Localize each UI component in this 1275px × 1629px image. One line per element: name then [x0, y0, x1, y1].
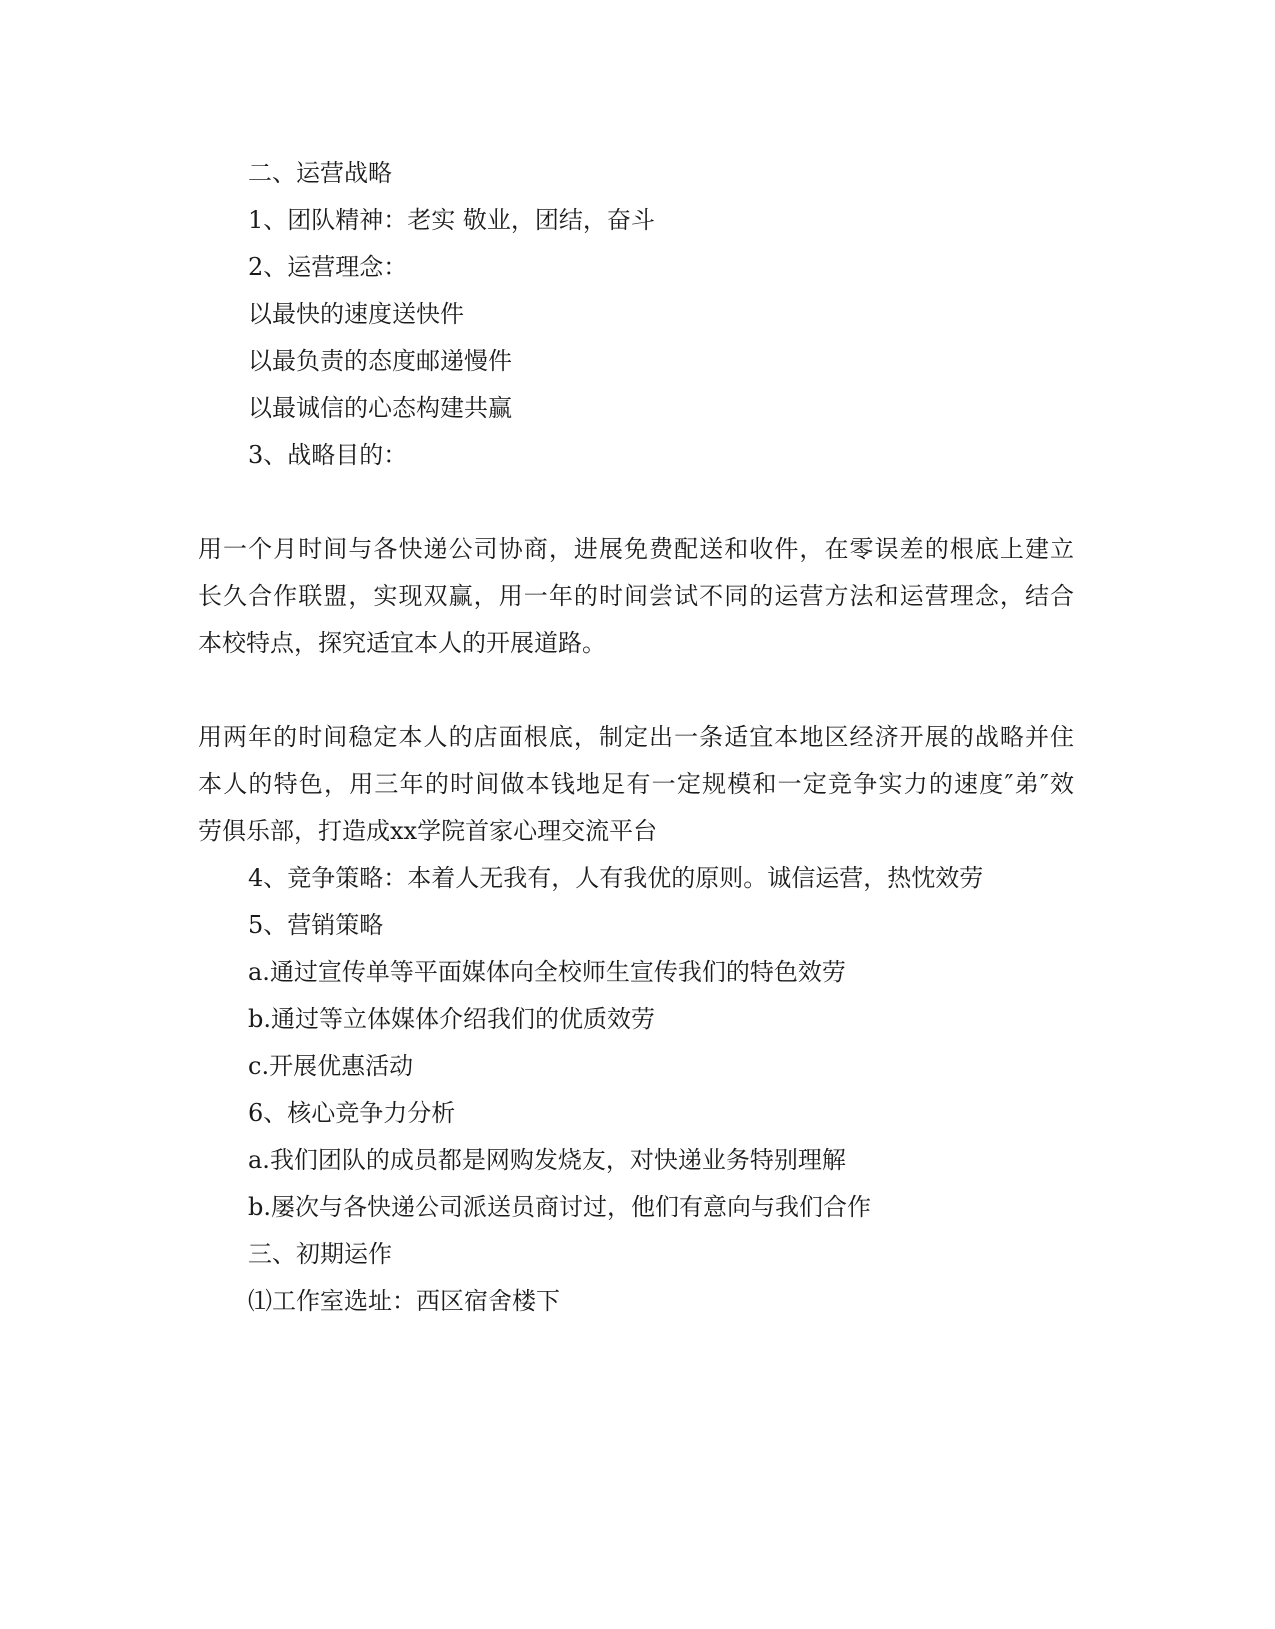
marketing-point-c: c.开展优惠活动 [248, 1052, 414, 1080]
paragraph-2-line-2: 本人的特色，用三年的时间做本钱地足有一定规模和一定竞争实力的速度″弟″效 [198, 770, 1074, 798]
paragraph-1-line-2: 长久合作联盟，实现双赢，用一年的时间尝试不同的运营方法和运营理念，结合 [198, 582, 1074, 610]
core-point-b: b.屡次与各快递公司派送员商讨过，他们有意向与我们合作 [248, 1193, 871, 1221]
paragraph-1-line-3: 本校特点，探究适宜本人的开展道路。 [198, 629, 606, 657]
concept-line-3: 以最诚信的心态构建共赢 [248, 394, 512, 422]
team-spirit-item: 1、团队精神：老实 敬业，团结，奋斗 [248, 206, 655, 234]
marketing-point-b: b.通过等立体媒体介绍我们的优质效劳 [248, 1005, 655, 1033]
section-heading-initial-operation: 三、初期运作 [248, 1240, 392, 1268]
competition-strategy-item: 4、竞争策略：本着人无我有，人有我优的原则。诚信运营，热忱效劳 [248, 864, 984, 892]
section-heading-operation-strategy: 二、运营战略 [248, 159, 392, 187]
core-competence-item: 6、核心竞争力分析 [248, 1099, 456, 1127]
core-point-a: a.我们团队的成员都是网购发烧友，对快递业务特别理解 [248, 1146, 846, 1174]
paragraph-2-line-3: 劳俱乐部，打造成xx学院首家心理交流平台 [198, 817, 658, 845]
concept-line-2: 以最负责的态度邮递慢件 [248, 347, 512, 375]
concept-line-1: 以最快的速度送快件 [248, 300, 464, 328]
paragraph-2-line-1: 用两年的时间稳定本人的店面根底，制定出一条适宜本地区经济开展的战略并住 [198, 723, 1074, 751]
marketing-strategy-item: 5、营销策略 [248, 911, 384, 939]
paragraph-1-line-1: 用一个月时间与各快递公司协商，进展免费配送和收件，在零误差的根底上建立 [198, 535, 1074, 563]
marketing-point-a: a.通过宣传单等平面媒体向全校师生宣传我们的特色效劳 [248, 958, 846, 986]
operation-concept-item: 2、运营理念： [248, 253, 408, 281]
studio-location-item: ⑴工作室选址：西区宿舍楼下 [248, 1287, 560, 1315]
strategy-goal-item: 3、战略目的： [248, 441, 408, 469]
